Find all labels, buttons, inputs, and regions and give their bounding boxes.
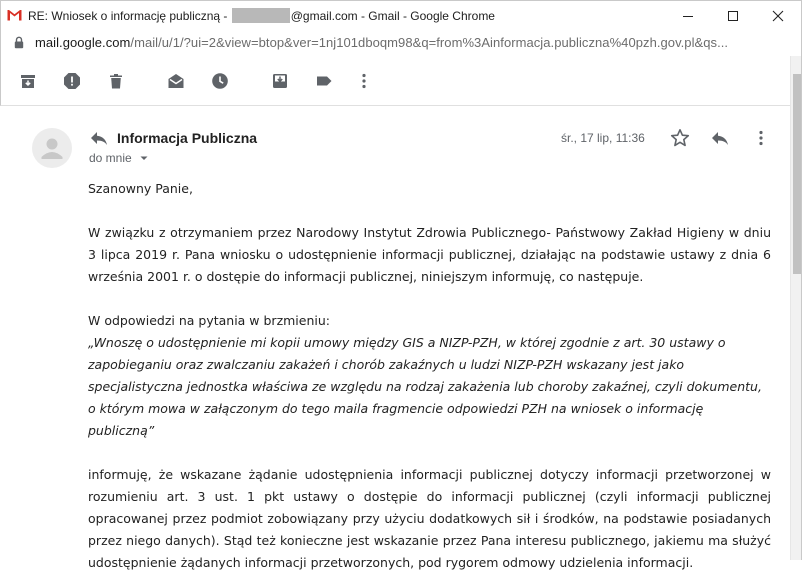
chevron-down-icon <box>139 154 149 162</box>
report-spam-icon <box>63 72 81 90</box>
minimize-button[interactable] <box>671 1 705 31</box>
reply-icon <box>710 130 730 146</box>
url-text[interactable]: mail.google.com/mail/u/1/?ui=2&view=btop&ver=1nj101dboqm98&q=from%3Ainformacja.publiczna%40pzh.gov.pl&qs... <box>35 35 729 50</box>
label-button[interactable] <box>313 70 335 92</box>
message-date: śr., 17 lip, 11:36 <box>561 131 645 145</box>
report-spam-button[interactable] <box>61 70 83 92</box>
close-button[interactable] <box>761 1 795 31</box>
more-vert-icon <box>355 72 373 90</box>
paragraph-2-intro: W odpowiedzi na pytania w brzmieniu: <box>88 313 331 328</box>
more-options-button[interactable] <box>353 70 375 92</box>
sender-name[interactable]: Informacja Publiczna <box>117 130 258 146</box>
delete-button[interactable] <box>105 70 127 92</box>
message-body <box>88 178 771 574</box>
recipient-details[interactable]: do mnie <box>89 151 149 165</box>
sender-avatar <box>32 128 72 168</box>
message-toolbar <box>0 56 790 106</box>
move-to-icon <box>271 72 289 90</box>
snooze-icon <box>211 72 229 90</box>
greeting: Szanowny Panie, <box>88 181 193 196</box>
delete-icon <box>107 72 125 90</box>
redacted-email <box>232 8 290 23</box>
move-to-button[interactable] <box>269 70 291 92</box>
paragraph-3: informuję, że wskazane żądanie udostępnienia informacji publicznej dotyczy informacji przetworzonej w rozumieniu art. 3 ust. 1 pkt ustawy o dostępie do informacji publicznej (czyli informacji publicznej opracowanej przez podmiot zobowiązany przy użyciu dodatkowych sił i środków, na podstawie posiadanych przez niego danych). Stąd też konieczne jest wskazanie przez Pana interesu publicznego, jakiemu ma służyć udostępnienie żądanych informacji przetworzonych, pod rygorem odmowy udzielenia informacji. <box>88 467 771 570</box>
reply-button[interactable] <box>709 127 731 149</box>
snooze-button[interactable] <box>209 70 231 92</box>
paragraph-1: W związku z otrzymaniem przez Narodowy Instytut Zdrowia Publicznego- Państwowy Zakład Higieny w dniu 3 lipca 2019 r. Pana wniosku o udostępnienie informacji publicznej, działając na podstawie ustawy z dnia 6 września 2001 r. o dostępie do informacji publicznej, niniejszym informuję, co następuje. <box>88 225 771 284</box>
maximize-icon <box>727 10 739 22</box>
scrollbar-thumb[interactable] <box>793 74 801 274</box>
archive-button[interactable] <box>17 70 39 92</box>
window-title: RE: Wniosek o informację publiczną - @gmail.com - Gmail - Google Chrome <box>28 9 495 23</box>
gmail-logo-icon <box>7 9 22 21</box>
message-more-button[interactable] <box>750 127 772 149</box>
star-icon <box>670 128 690 148</box>
address-bar[interactable] <box>0 30 802 56</box>
mark-unread-icon <box>167 72 185 90</box>
reply-indicator-icon <box>89 130 109 146</box>
minimize-icon <box>682 10 694 22</box>
archive-icon <box>19 72 37 90</box>
more-vert-icon <box>752 129 770 147</box>
person-icon <box>32 128 72 168</box>
mark-unread-button[interactable] <box>165 70 187 92</box>
star-button[interactable] <box>669 127 691 149</box>
close-icon <box>772 10 784 22</box>
lock-icon <box>14 36 24 49</box>
window-title-bar <box>0 0 802 30</box>
maximize-button[interactable] <box>716 1 750 31</box>
label-icon <box>315 72 333 90</box>
vertical-scrollbar[interactable] <box>790 56 802 560</box>
quoted-request: „Wnoszę o udostępnienie mi kopii umowy między GIS a NIZP-PZH, w której zgodnie z art. 30 ustawy o zapobieganiu oraz zwalczaniu zakażeń i chorób zakaźnych u ludzi NIZP-PZH wskazany jest jako specjalistyczna jednostka właściwa ze względu na rodzaj zakażenia lub choroby zakaźnej, czyli dokumentu, o którym mowa w załączonym do tego maila fragmencie odpowiedzi PZH na wniosek o informację publiczną” <box>88 335 762 438</box>
